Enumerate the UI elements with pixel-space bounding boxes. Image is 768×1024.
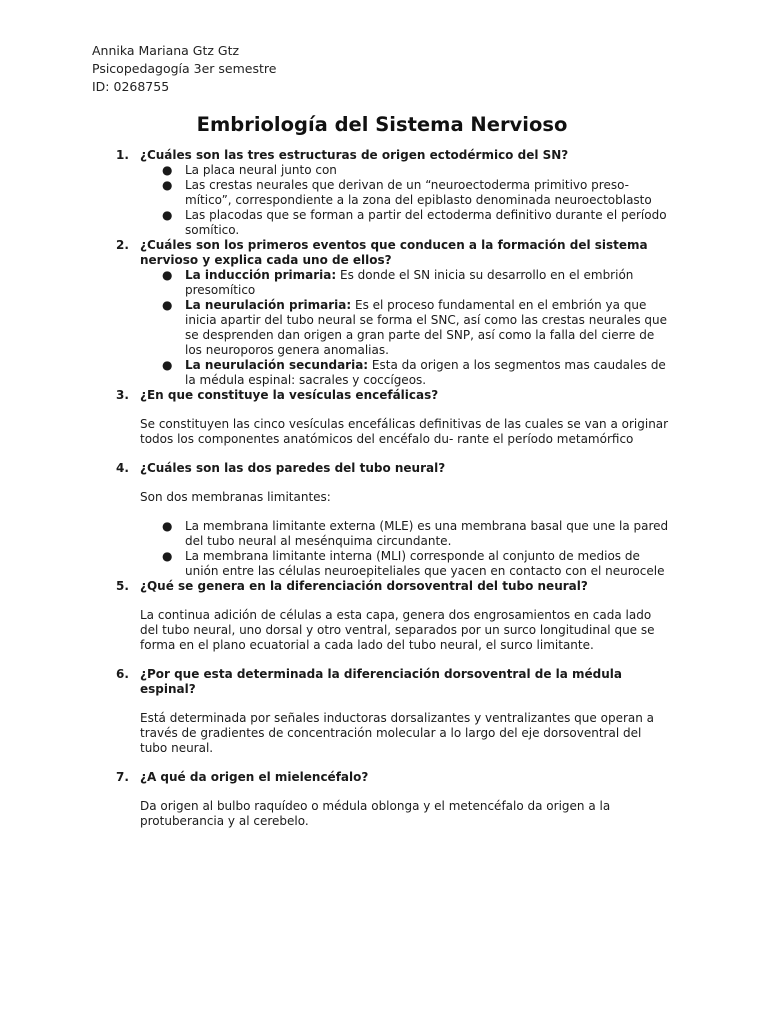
question-text: ¿A qué da origen el mielencéfalo? [140,770,369,784]
bullet-icon: ● [162,163,173,177]
question-number: 2. [116,238,129,252]
bullet-icon: ● [162,178,173,192]
question-text: ¿Cuáles son las tres estructuras de origen ectodérmico del SN? [140,148,569,162]
question-text: ¿Cuáles son las dos paredes del tubo neural? [140,461,446,475]
question-number: 7. [116,770,129,784]
document-title: Embriología del Sistema Nervioso [196,113,568,136]
header-block [92,42,672,96]
list-item: ● La inducción primaria: Es donde el SN inicia su desarrollo en el embrión presomítico [162,268,634,297]
question-2 [92,238,672,388]
list-item: ● La membrana limitante externa (MLE) es una membrana basal que une la pared del tubo neural al mesénquima circundante. [162,519,669,548]
list-item: ● Las placodas que se forman a partir del ectoderma definitivo durante el período somítico. [162,208,667,237]
list-item: ● La placa neural junto con [162,163,337,177]
answer-paragraph: Da origen al bulbo raquídeo o médula oblonga y el metencéfalo da origen a la protuberancia y al cerebelo. [140,799,611,828]
question-text: ¿Qué se genera en la diferenciación dorsoventral del tubo neural? [140,579,588,593]
answer-paragraph: Está determinada por señales inductoras dorsalizantes y ventralizantes que operan a través de gradientes de concentración molecular a lo largo del eje dorsoventral del tubo neural. [140,711,655,755]
question-number: 3. [116,388,129,402]
term: La inducción primaria: [185,268,337,282]
question-text: ¿Por que esta determinada la diferenciación dorsoventral de la médula espinal? [140,667,623,696]
question-6 [92,667,672,756]
question-number: 6. [116,667,129,681]
course-name: Psicopedagogía 3er semestre [92,61,277,76]
question-text: ¿Cuáles son los primeros eventos que conducen a la formación del sistema nervioso y explica cada uno de ellos? [140,238,648,267]
student-id: ID: 0268755 [92,79,170,94]
term: La neurulación primaria: [185,298,352,312]
author-name: Annika Mariana Gtz Gtz [92,43,240,58]
bullet-icon: ● [162,208,173,222]
question-number: 5. [116,579,129,593]
answer-paragraph: Son dos membranas limitantes: [140,490,331,504]
question-5 [92,579,672,653]
bullet-icon: ● [162,549,173,563]
bullet-icon: ● [162,268,173,282]
list-item: ● La neurulación secundaria: Esta da origen a los segmentos mas caudales de la médula espinal: sacrales y coccígeos. [162,358,666,387]
bullet-icon: ● [162,298,173,312]
question-4 [92,461,672,579]
list-item: ● La membrana limitante interna (MLI) corresponde al conjunto de medios de unión entre las células neuroepiteliales que yacen en contacto con el neurocele [162,549,665,578]
question-number: 4. [116,461,129,475]
question-7 [92,770,672,829]
bullet-icon: ● [162,358,173,372]
list-item: ● La neurulación primaria: Es el proceso fundamental en el embrión ya que inicia apartir del tubo neural se forma el SNC, así como las crestas neurales que se desprenden dan origen a gran parte del SNP, así como la falla del cierre de los neuroporos genera anomalias. [162,298,667,357]
question-number: 1. [116,148,129,162]
term: La neurulación secundaria: [185,358,369,372]
list-item: ● Las crestas neurales que derivan de un “neuroectoderma primitivo preso- mítico”, correspondiente a la zona del epiblasto denominada neuroectoblasto [162,178,652,207]
question-text: ¿En que constituye la vesículas encefálicas? [140,388,439,402]
bullet-icon: ● [162,519,173,533]
answer-paragraph: La continua adición de células a esta capa, genera dos engrosamientos en cada lado del tubo neural, uno dorsal y otro ventral, separados por un surco longitudinal que se forma en el plano ecuatorial a cada lado del tubo neural, el surco limitante. [140,608,655,652]
answer-bullets [140,163,672,238]
question-list [92,148,672,829]
question-1 [92,148,672,238]
question-3 [92,388,672,447]
answer-bullets [140,519,672,579]
answer-bullets [140,268,672,388]
answer-paragraph: Se constituyen las cinco vesículas encefálicas definitivas de las cuales se van a originar todos los componentes anatómicos del encéfalo du- rante el período metamórfico [140,417,669,446]
